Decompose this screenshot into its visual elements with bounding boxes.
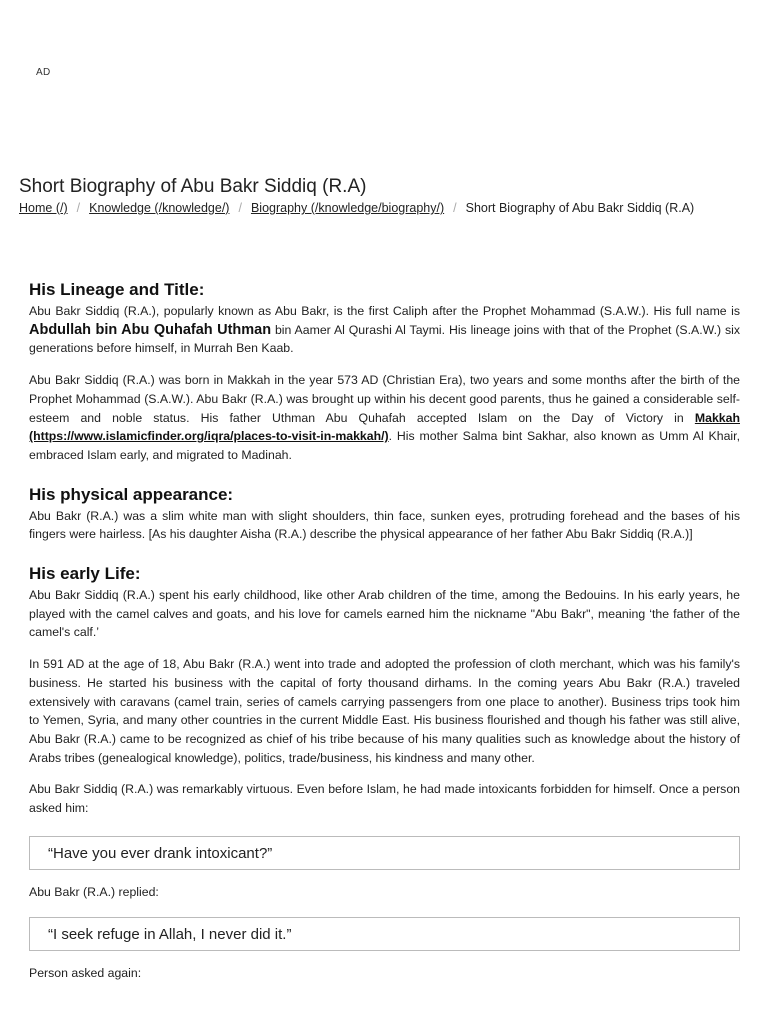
blockquote: “Have you ever drank intoxicant?” — [29, 836, 740, 870]
physical-heading: His physical appearance: — [29, 484, 234, 504]
reply-label: Abu Bakr (R.A.) replied: — [29, 884, 159, 899]
early-life-paragraph-2: In 591 AD at the age of 18, Abu Bakr (R.A.) went into trade and adopted the profession of cloth merchant, which was his family's business. He started his business with the capital of forty thousand dirhams. In the coming years Abu Bakr (R.A.) traveled extensively with caravans (camel train, series of camels carrying passengers from one place to another). Business trips took him to Yemen, Syria, and many other countries in the current Middle East. His business flourished and though his father was still alive, Abu Bakr (R.A.) came to be recognized as chief of his tribe because of his many qualities such as knowledge about the history of Arabs tribes (genealogical knowledge), politics, trade/business, his kindness and many other. — [29, 657, 740, 765]
breadcrumb-home-link[interactable]: Home (/) — [19, 201, 68, 215]
breadcrumb-current: Short Biography of Abu Bakr Siddiq (R.A) — [465, 201, 695, 215]
lineage-paragraph-1 — [29, 302, 740, 358]
breadcrumb-separator: / — [238, 201, 242, 215]
lineage-paragraph-2 — [29, 371, 740, 465]
page-title: Short Biography of Abu Bakr Siddiq (R.A) — [19, 176, 367, 197]
lineage-text: Abu Bakr Siddiq (R.A.), popularly known as Abu Bakr, is the first Caliph after the Prophet Mohammad (S.A.W.). His full name is — [29, 304, 740, 318]
full-name: Abdullah bin Abu Quhafah Uthman — [29, 321, 272, 338]
lineage-text: bin Aamer Al Qurashi Al Taymi. His lineage joins with that of the Prophet (S.A.W.) six generations before himself, in Murrah Ben Kaab. — [29, 322, 740, 356]
breadcrumb-separator: / — [453, 201, 457, 215]
ad-label: AD — [36, 67, 51, 78]
makkah-link[interactable]: Makkah (https://www.islamicfinder.org/iqra/places-to-visit-in-makkah/) — [29, 410, 740, 444]
lineage-text: Abu Bakr Siddiq (R.A.) was born in Makkah in the year 573 AD (Christian Era), two years and some months after the birth of the Prophet Mohammad (S.A.W.). Abu Bakr (R.A.) was brought up within his decent good parents, thus he gained a considerable self-esteem and noble status. His father Uthman Abu Quhafah accepted Islam on the Day of Victory in — [29, 373, 740, 425]
physical-paragraph: Abu Bakr (R.A.) was a slim white man with slight shoulders, thin face, sunken eyes, protruding forehead and the bases of his fingers were hairless. [As his daughter Aisha (R.A.) describe the physical appearance of her father Abu Bakr Siddiq (R.A.)] — [29, 508, 740, 542]
breadcrumb-separator: / — [76, 201, 81, 215]
breadcrumb-knowledge-link[interactable]: Knowledge (/knowledge/) — [89, 201, 230, 215]
early-life-heading: His early Life: — [29, 564, 141, 584]
early-life-paragraph-3: Abu Bakr Siddiq (R.A.) was remarkably virtuous. Even before Islam, he had made intoxicants forbidden for himself. Once a person asked him: — [29, 782, 740, 816]
blockquote: “I seek refuge in Allah, I never did it.” — [29, 917, 740, 951]
lineage-heading: His Lineage and Title: — [29, 280, 205, 299]
lineage-text: . His mother Salma bint Sakhar, also known as Umm Al Khair, embraced Islam early, and migrated to Madinah. — [29, 429, 740, 462]
breadcrumb — [19, 201, 694, 215]
asked-again-label: Person asked again: — [29, 965, 142, 980]
breadcrumb-biography-link[interactable]: Biography (/knowledge/biography/) — [250, 201, 445, 215]
article-body — [29, 280, 740, 995]
early-life-paragraph-1: Abu Bakr Siddiq (R.A.) spent his early childhood, like other Arab children of the time, among the Bedouins. In his early years, he played with the camel calves and goats, and his love for camels earned him the nickname "Abu Bakr", meaning ‘the father of the camel's calf.’ — [29, 588, 740, 640]
